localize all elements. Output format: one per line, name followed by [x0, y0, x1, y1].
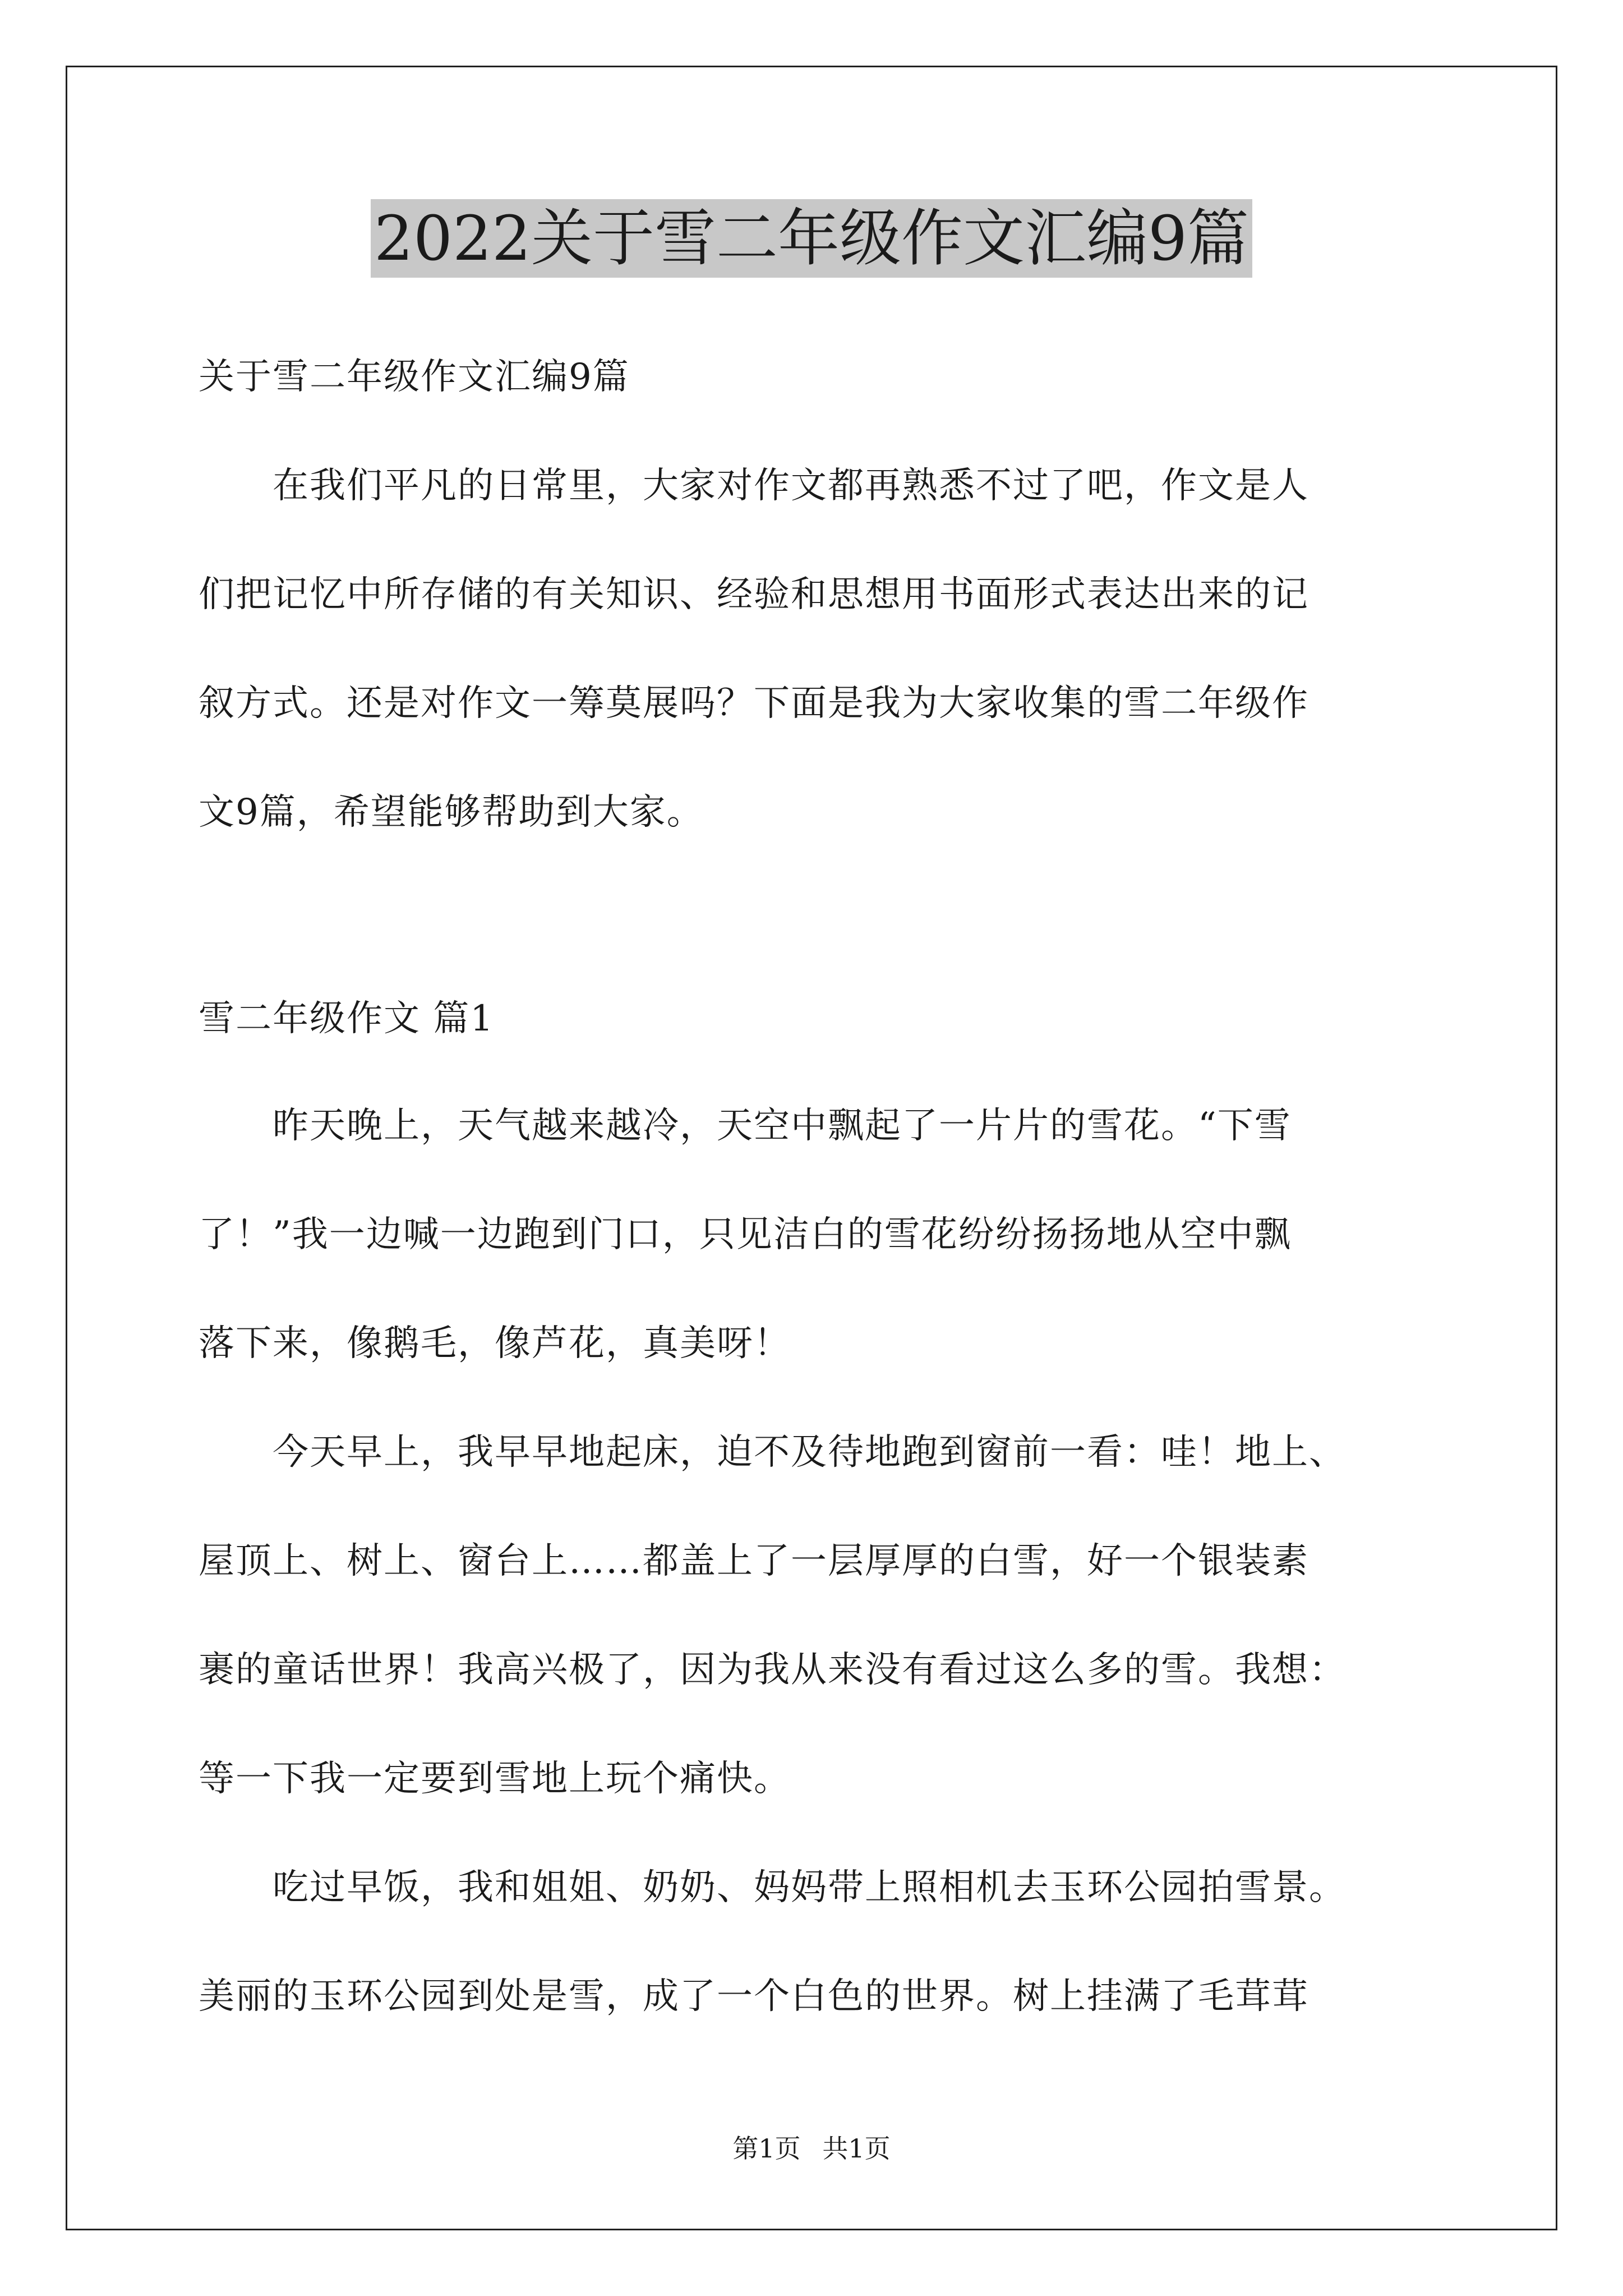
paragraph-line: 吃过早饭，我和姐姐、奶奶、妈妈带上照相机去玉环公园拍雪景。 — [199, 1867, 1346, 1908]
paragraph-line: 叙方式。还是对作文一筹莫展吗？下面是我为大家收集的雪二年级作 — [199, 683, 1309, 724]
paragraph-line: 在我们平凡的日常里，大家对作文都再熟悉不过了吧，作文是人 — [199, 465, 1309, 507]
paragraph-line: 们把记忆中所存储的有关知识、经验和思想用书面形式表达出来的记 — [199, 574, 1309, 615]
paragraph-line: 屋顶上、树上、窗台上……都盖上了一层厚厚的白雪，好一个银装素 — [199, 1540, 1309, 1582]
paragraph-line: 今天早上，我早早地起床，迫不及待地跑到窗前一看：哇！地上、 — [199, 1432, 1346, 1473]
paragraph-line: 昨天晚上，天气越来越冷，天空中飘起了一片片的雪花。“下雪 — [199, 1105, 1292, 1147]
section-heading: 雪二年级作文 篇1 — [199, 998, 495, 1039]
paragraph-line: 落下来，像鹅毛，像芦花，真美呀！ — [199, 1323, 791, 1364]
document-title: 2022关于雪二年级作文汇编9篇 — [371, 199, 1252, 278]
page-total: 共1页 — [822, 2133, 891, 2164]
paragraph-line: 美丽的玉环公园到处是雪，成了一个白色的世界。树上挂满了毛茸茸 — [199, 1976, 1309, 2017]
title-container — [0, 199, 1623, 278]
paragraph-line: 裹的童话世界！我高兴极了，因为我从来没有看过这么多的雪。我想： — [199, 1649, 1346, 1691]
paragraph-line: 等一下我一定要到雪地上玩个痛快。 — [199, 1758, 791, 1800]
page-number: 第1页 — [732, 2133, 801, 2164]
page-footer — [0, 2132, 1623, 2165]
subtitle-line: 关于雪二年级作文汇编9篇 — [199, 356, 630, 398]
paragraph-line: 文9篇，希望能够帮助到大家。 — [199, 792, 704, 833]
paragraph-line: 了！”我一边喊一边跑到门口，只见洁白的雪花纷纷扬扬地从空中飘 — [199, 1214, 1292, 1255]
